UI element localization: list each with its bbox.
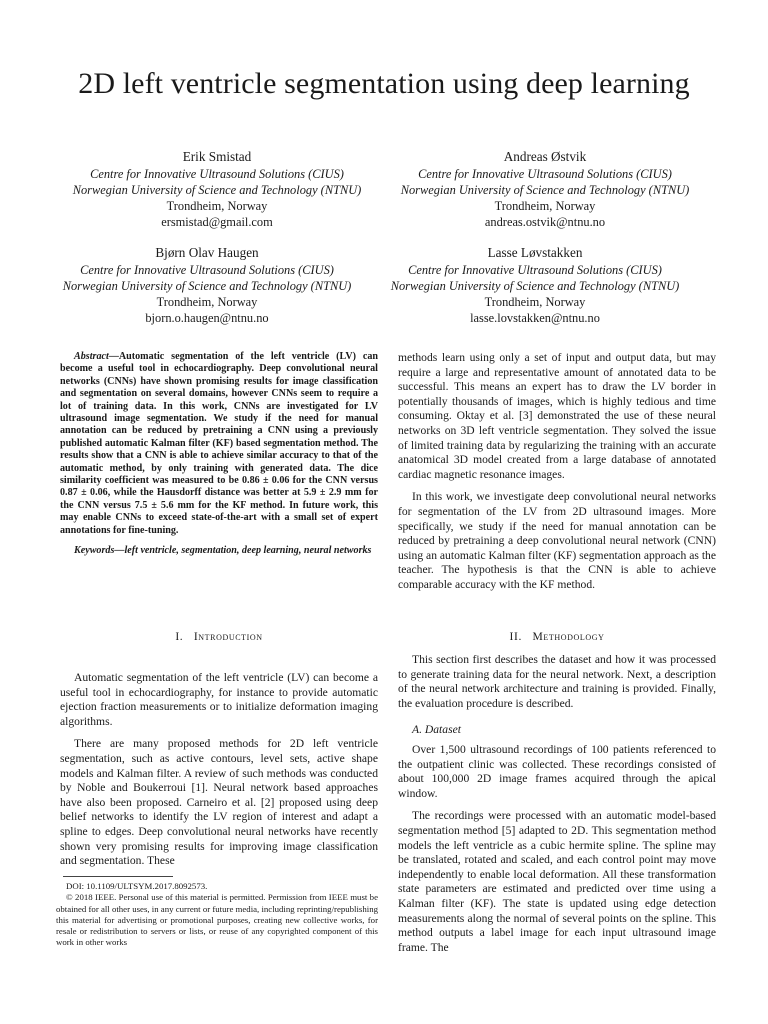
footnote-copyright: © 2018 IEEE. Personal use of this material is permitted. Permission from IEEE must be obtained for all other uses, in any current or future media, including reprinting/republishing this material for advertising or promotional purposes, creating new collective works, for resale or redistribution to servers or lists, or reuse of any copyrighted component of this work in other works [56,892,378,948]
abstract-text: —Automatic segmentation of the left ventricle (LV) can become a useful tool in echocardiography. Deep convolutional neural networks (CNNs) have shown promising results for image classification and segmentation on several domains, however CNNs seem to require a lot of training data. In this work, CNNs are investigated for LV ultrasound image segmentation. We study if the need for manual annotation can be reduced by pretraining a CNN using a previously published automatic Kalman filter (KF) based segmentation method. The results show that a CNN is able to achieve similar accuracy to that of the automatic method, by only training with generated data. The dice similarity coefficient was measured to be 0.86 ± 0.06 for the CNN versus 0.87 ± 0.06, while the Hausdorff distance was better at 5.9 ± 2.9 mm for the CNN versus 7.5 ± 5.6 mm for the KF method. In future work, this may enable CNNs to exceed state-of-the-art with a small set of expert annotations for fine-tuning. [60,351,378,536]
author-city: Trondheim, Norway [484,295,586,309]
section-number: II. [509,630,522,643]
keywords-text: —left ventricle, segmentation, deep learning, neural networks [114,545,372,557]
section-title: Introduction [193,630,263,643]
section-heading-methodology [398,630,716,644]
author-name: Erik Smistad [182,149,252,164]
author-affiliation: Norwegian University of Science and Technology (NTNU) [400,183,690,197]
subsection-number: A. [412,723,422,736]
subsection-heading-dataset [398,723,716,738]
method-text [398,653,716,719]
right-column-top [398,351,716,601]
author-city: Trondheim, Norway [166,199,268,213]
author-affiliation: Norwegian University of Science and Technology (NTNU) [62,279,352,293]
section-number: I. [175,630,184,643]
dataset-text [398,743,716,963]
paragraph: In this work, we investigate deep convolutional neural networks for segmentation of the LV from 2D ultrasound images. More specifically, we study if the need for manual annotation can be reduced by pretraining a deep convolutional neural network (CNN) using an automatic Kalman filter (KF) segmentation approach as the teacher. The hypothesis is that the CNN is able to achieve comparable accuracy with the KF method. [398,490,716,591]
keywords-label: Keywords [74,545,115,557]
intro-heading-box [60,630,378,652]
paper-title: 2D left ventricle segmentation using deep learning [78,67,690,100]
footnote-rule [63,876,173,877]
author-email: ersmistad@gmail.com [161,215,273,229]
abstract-label: Abstract [74,351,109,362]
left-column [60,351,378,566]
author-block-4 [374,244,696,326]
author-city: Trondheim, Norway [494,199,596,213]
author-affiliation: Centre for Innovative Ultrasound Solutions (CIUS) [408,263,662,277]
method-heading-box [398,630,716,652]
author-email: andreas.ostvik@ntnu.no [484,215,606,229]
author-block-1 [56,148,378,230]
author-affiliation: Centre for Innovative Ultrasound Solutions (CIUS) [90,167,344,181]
author-affiliation: Norwegian University of Science and Technology (NTNU) [72,183,362,197]
author-name: Bjørn Olav Haugen [155,245,259,260]
subsection-title: Dataset [424,723,461,736]
author-email: lasse.lovstakken@ntnu.no [470,311,600,325]
author-email: bjorn.o.haugen@ntnu.no [145,311,269,325]
author-name: Lasse Løvstakken [487,245,583,260]
paragraph: There are many proposed methods for 2D left ventricle segmentation, such as active contours, level sets, active shape models and Kalman filter. A review of such methods was conducted by Noble and Boukerroui [1]. Neural network based approaches have also been proposed. Carneiro et al. [2] proposed using deep belief networks to identify the LV region of interest and adapt a spline to edges. Deep convolutional neural networks have recently shown very promising results for improving image classification and segmentation. These [60,737,378,868]
section-heading-introduction [60,630,378,644]
paragraph: Over 1,500 ultrasound recordings of 100 patients referenced to the outpatient clinic was collected. These recordings consisted of about 100,000 2D image frames acquired through the apical window. [398,743,716,800]
intro-text [60,671,378,877]
author-block-2 [384,148,706,230]
author-city: Trondheim, Norway [156,295,258,309]
author-name: Andreas Østvik [503,149,587,164]
paragraph: This section first describes the dataset and how it was processed to generate training data for the neural network. Next, a description of the neural network architecture and training is provided. Finally, the evaluation procedure is described. [398,653,716,710]
author-block-3 [46,244,368,326]
footnote-doi: DOI: 10.1109/ULTSYM.2017.8092573. [66,881,208,891]
footnote [56,881,378,949]
author-affiliation: Centre for Innovative Ultrasound Solutions (CIUS) [80,263,334,277]
keywords [60,545,378,557]
section-title: Methodology [532,630,605,643]
author-affiliation: Centre for Innovative Ultrasound Solutions (CIUS) [418,167,672,181]
paragraph: Automatic segmentation of the left ventricle (LV) can become a useful tool in echocardiography, for instance to provide automatic ejection fraction measurements or to initialize deformation imaging algorithms. [60,671,378,728]
paragraph: The recordings were processed with an automatic model-based segmentation method [5] adapted to 2D. This segmentation method models the left ventricle as a cubic hermite spline. The spline may be translated, rotated and scaled, and each control point may move independently to enable local deformation. All these transformation state parameters are estimated and predicted over time using a Kalman filter (KF). The state is updated using edge detection measurements along the normal of several points on the spline. This method outputs a label image for each input ultrasound image frame. The [398,809,716,954]
author-affiliation: Norwegian University of Science and Technology (NTNU) [390,279,680,293]
paragraph: methods learn using only a set of input and output data, but may require a large and representative amount of annotated data to be successful. This means an expert has to draw the LV border in potentially thousands of images, which is highly tedious and time consuming. Oktay et al. [3] demonstrated the use of these neural networks on 3D left ventricle segmentation. They solved the issue of limited training data by regularizing the training with an accurate anatomical 3D model created from a large database of annotated cardiac magnetic resonance images. [398,351,716,481]
abstract [60,351,378,537]
